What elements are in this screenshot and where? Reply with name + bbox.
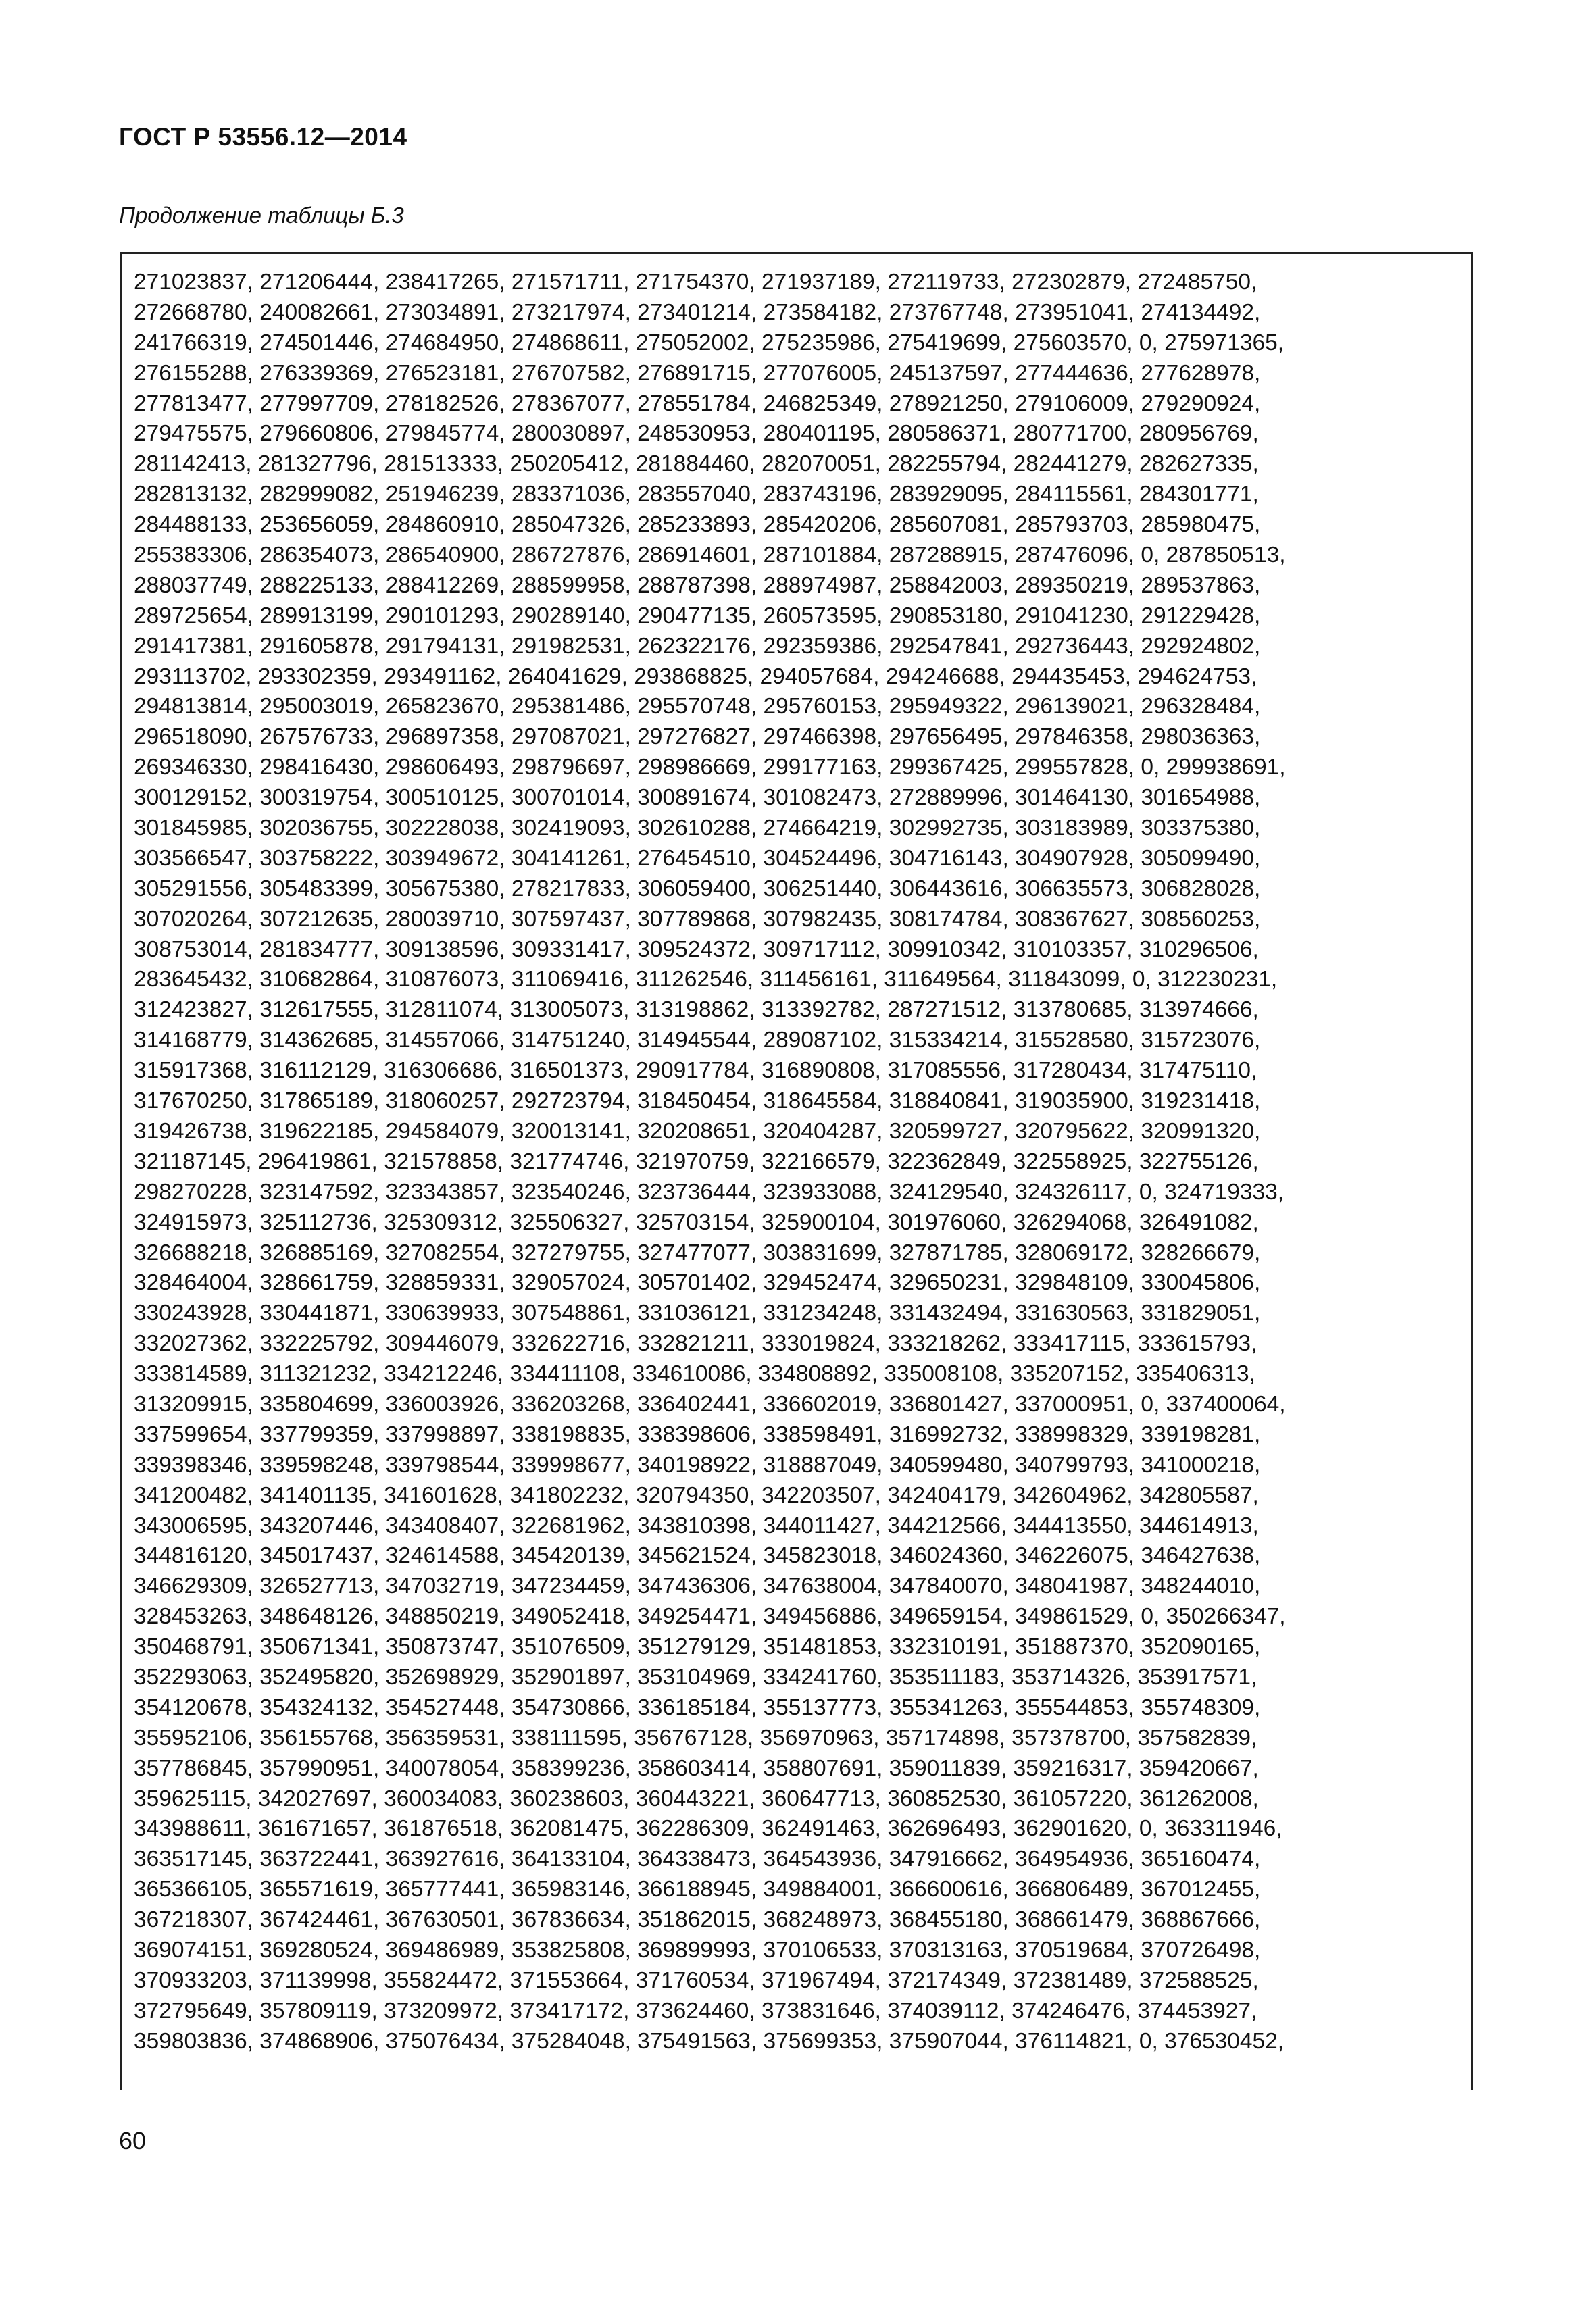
table-row: 359803836, 374868906, 375076434, 375284048, 375491563, 375699353, 375907044, 376114821, 0, 376530452, xyxy=(134,2028,1285,2054)
table-row: 326688218, 326885169, 327082554, 327279755, 327477077, 303831699, 327871785, 328069172, 328266679, xyxy=(134,1240,1261,1265)
table-row: 277813477, 277997709, 278182526, 278367077, 278551784, 246825349, 278921250, 279106009, 279290924, xyxy=(134,391,1261,416)
table-row: 367218307, 367424461, 367630501, 367836634, 351862015, 368248973, 368455180, 368661479, 368867666, xyxy=(134,1907,1261,1933)
table-row: 283645432, 310682864, 310876073, 311069416, 311262546, 311456161, 311649564, 311843099, 0, 312230231, xyxy=(134,967,1278,992)
table-row: 337599654, 337799359, 337998897, 338198835, 338398606, 338598491, 316992732, 338998329, 339198281, xyxy=(134,1422,1261,1447)
table-row: 350468791, 350671341, 350873747, 351076509, 351279129, 351481853, 332310191, 351887370, 352090165, xyxy=(134,1634,1261,1660)
table-row: 332027362, 332225792, 309446079, 332622716, 332821211, 333019824, 333218262, 333417115, 333615793, xyxy=(134,1331,1257,1357)
table-row: 343006595, 343207446, 343408407, 322681962, 343810398, 344011427, 344212566, 344413550, 344614913, xyxy=(134,1513,1259,1538)
table-row: 276155288, 276339369, 276523181, 276707582, 276891715, 277076005, 245137597, 277444636, 277628978, xyxy=(134,360,1261,386)
table-row: 324915973, 325112736, 325309312, 325506327, 325703154, 325900104, 301976060, 326294068, 326491082, xyxy=(134,1209,1259,1235)
table-row: 365366105, 365571619, 365777441, 365983146, 366188945, 349884001, 366600616, 366806489, 367012455, xyxy=(134,1877,1261,1903)
table-row: 313209915, 335804699, 336003926, 336203268, 336402441, 336602019, 336801427, 337000951, 0, 337400064, xyxy=(134,1391,1286,1417)
table-row: 289725654, 289913199, 290101293, 290289140, 290477135, 260573595, 290853180, 291041230, 291229428, xyxy=(134,603,1261,628)
table-row: 298270228, 323147592, 323343857, 323540246, 323736444, 323933088, 324129540, 324326117, 0, 324719333, xyxy=(134,1179,1285,1205)
table-row: 281142413, 281327796, 281513333, 250205412, 281884460, 282070051, 282255794, 282441279, 282627335, xyxy=(134,451,1259,477)
table-row: 328453263, 348648126, 348850219, 349052418, 349254471, 349456886, 349659154, 349861529, 0, 350266347, xyxy=(134,1604,1286,1630)
document-header: ГОСТ Р 53556.12—2014 xyxy=(119,123,407,151)
page-number: 60 xyxy=(119,2127,147,2155)
table-row: 354120678, 354324132, 354527448, 354730866, 336185184, 355137773, 355341263, 355544853, 355748309, xyxy=(134,1694,1261,1720)
table-row: 300129152, 300319754, 300510125, 300701014, 300891674, 301082473, 272889996, 301464130, 301654988, xyxy=(134,785,1261,811)
table-row: 269346330, 298416430, 298606493, 298796697, 298986669, 299177163, 299367425, 299557828, 0, 299938691, xyxy=(134,755,1286,780)
table-row: 284488133, 253656059, 284860910, 285047326, 285233893, 285420206, 285607081, 285793703, 285980475, xyxy=(134,512,1261,538)
table-row: 370933203, 371139998, 355824472, 371553664, 371760534, 371967494, 372174349, 372381489, 372588525, xyxy=(134,1967,1259,1993)
table-row: 359625115, 342027697, 360034083, 360238603, 360443221, 360647713, 360852530, 361057220, 361262008, xyxy=(134,1786,1259,1811)
table-row: 312423827, 312617555, 312811074, 313005073, 313198862, 313392782, 287271512, 313780685, 313974666, xyxy=(134,997,1259,1023)
table-row: 321187145, 296419861, 321578858, 321774746, 321970759, 322166579, 322362849, 322558925, 322755126, xyxy=(134,1149,1259,1174)
table-row: 344816120, 345017437, 324614588, 345420139, 345621524, 345823018, 346024360, 346226075, 346427638, xyxy=(134,1543,1261,1569)
table-row: 271023837, 271206444, 238417265, 271571711, 271754370, 271937189, 272119733, 272302879, 272485750, xyxy=(134,270,1257,295)
table-row: 255383306, 286354073, 286540900, 286727876, 286914601, 287101884, 287288915, 287476096, 0, 287850513, xyxy=(134,543,1286,568)
table-row: 369074151, 369280524, 369486989, 353825808, 369899993, 370106533, 370313163, 370519684, 370726498, xyxy=(134,1937,1261,1963)
table-row: 357786845, 357990951, 340078054, 358399236, 358603414, 358807691, 359011839, 359216317, 359420667, xyxy=(134,1755,1259,1781)
table-row: 291417381, 291605878, 291794131, 291982531, 262322176, 292359386, 292547841, 292736443, 292924802, xyxy=(134,633,1261,659)
table-row: 303566547, 303758222, 303949672, 304141261, 276454510, 304524496, 304716143, 304907928, 305099490, xyxy=(134,845,1261,871)
table-row: 333814589, 311321232, 334212246, 334411108, 334610086, 334808892, 335008108, 335207152, 335406313, xyxy=(134,1361,1255,1387)
table-row: 282813132, 282999082, 251946239, 283371036, 283557040, 283743196, 283929095, 284115561, 284301771, xyxy=(134,482,1259,507)
table-row: 308753014, 281834777, 309138596, 309331417, 309524372, 309717112, 309910342, 310103357, 310296506, xyxy=(134,936,1259,962)
table-row: 352293063, 352495820, 352698929, 352901897, 353104969, 334241760, 353511183, 353714326, 353917571, xyxy=(134,1664,1257,1690)
table-row: 241766319, 274501446, 274684950, 274868611, 275052002, 275235986, 275419699, 275603570, 0, 275971365, xyxy=(134,330,1285,355)
table-row: 319426738, 319622185, 294584079, 320013141, 320208651, 320404287, 320599727, 320795622, 320991320, xyxy=(134,1118,1261,1144)
table-row: 328464004, 328661759, 328859331, 329057024, 305701402, 329452474, 329650231, 329848109, 330045806, xyxy=(134,1270,1261,1296)
table-row: 372795649, 357809119, 373209972, 373417172, 373624460, 373831646, 374039112, 374246476, 374453927, xyxy=(134,1998,1257,2023)
table-row: 314168779, 314362685, 314557066, 314751240, 314945544, 289087102, 315334214, 315528580, 315723076, xyxy=(134,1028,1261,1053)
table-row: 341200482, 341401135, 341601628, 341802232, 320794350, 342203507, 342404179, 342604962, 342805587, xyxy=(134,1482,1259,1508)
table-row: 279475575, 279660806, 279845774, 280030897, 248530953, 280401195, 280586371, 280771700, 280956769, xyxy=(134,421,1259,447)
table-row: 293113702, 293302359, 293491162, 264041629, 293868825, 294057684, 294246688, 294435453, 294624753, xyxy=(134,663,1257,689)
table-row: 363517145, 363722441, 363927616, 364133104, 364338473, 364543936, 347916662, 364954936, 365160474, xyxy=(134,1846,1261,1872)
table-row: 294813814, 295003019, 265823670, 295381486, 295570748, 295760153, 295949322, 296139021, 296328484, xyxy=(134,694,1261,720)
table-row: 272668780, 240082661, 273034891, 273217974, 273401214, 273584182, 273767748, 273951041, 274134492, xyxy=(134,299,1261,325)
table-row: 307020264, 307212635, 280039710, 307597437, 307789868, 307982435, 308174784, 308367627, 308560253, xyxy=(134,906,1261,932)
table-row: 343988611, 361671657, 361876518, 362081475, 362286309, 362491463, 362696493, 362901620, 0, 363311946, xyxy=(134,1816,1282,1842)
table-row: 339398346, 339598248, 339798544, 339998677, 340198922, 318887049, 340599480, 340799793, 341000218, xyxy=(134,1452,1261,1478)
table-row: 305291556, 305483399, 305675380, 278217833, 306059400, 306251440, 306443616, 306635573, 306828028, xyxy=(134,876,1261,901)
table-row: 296518090, 267576733, 296897358, 297087021, 297276827, 297466398, 297656495, 297846358, 298036363, xyxy=(134,724,1261,750)
table-caption: Продолжение таблицы Б.3 xyxy=(119,203,404,228)
table-row: 317670250, 317865189, 318060257, 292723794, 318450454, 318645584, 318840841, 319035900, 319231418, xyxy=(134,1088,1261,1114)
table-row: 330243928, 330441871, 330639933, 307548861, 331036121, 331234248, 331432494, 331630563, 331829051, xyxy=(134,1301,1261,1326)
table-row: 355952106, 356155768, 356359531, 338111595, 356767128, 356970963, 357174898, 357378700, 357582839, xyxy=(134,1725,1257,1751)
table-row: 315917368, 316112129, 316306686, 316501373, 290917784, 316890808, 317085556, 317280434, 317475110, xyxy=(134,1058,1257,1084)
table-row: 288037749, 288225133, 288412269, 288599958, 288787398, 288974987, 258842003, 289350219, 289537863, xyxy=(134,572,1261,598)
table-body xyxy=(134,268,1460,2057)
table-row: 301845985, 302036755, 302228038, 302419093, 302610288, 274664219, 302992735, 303183989, 303375380, xyxy=(134,815,1261,841)
table-row: 346629309, 326527713, 347032719, 347234459, 347436306, 347638004, 347840070, 348041987, 348244010, xyxy=(134,1574,1261,1599)
